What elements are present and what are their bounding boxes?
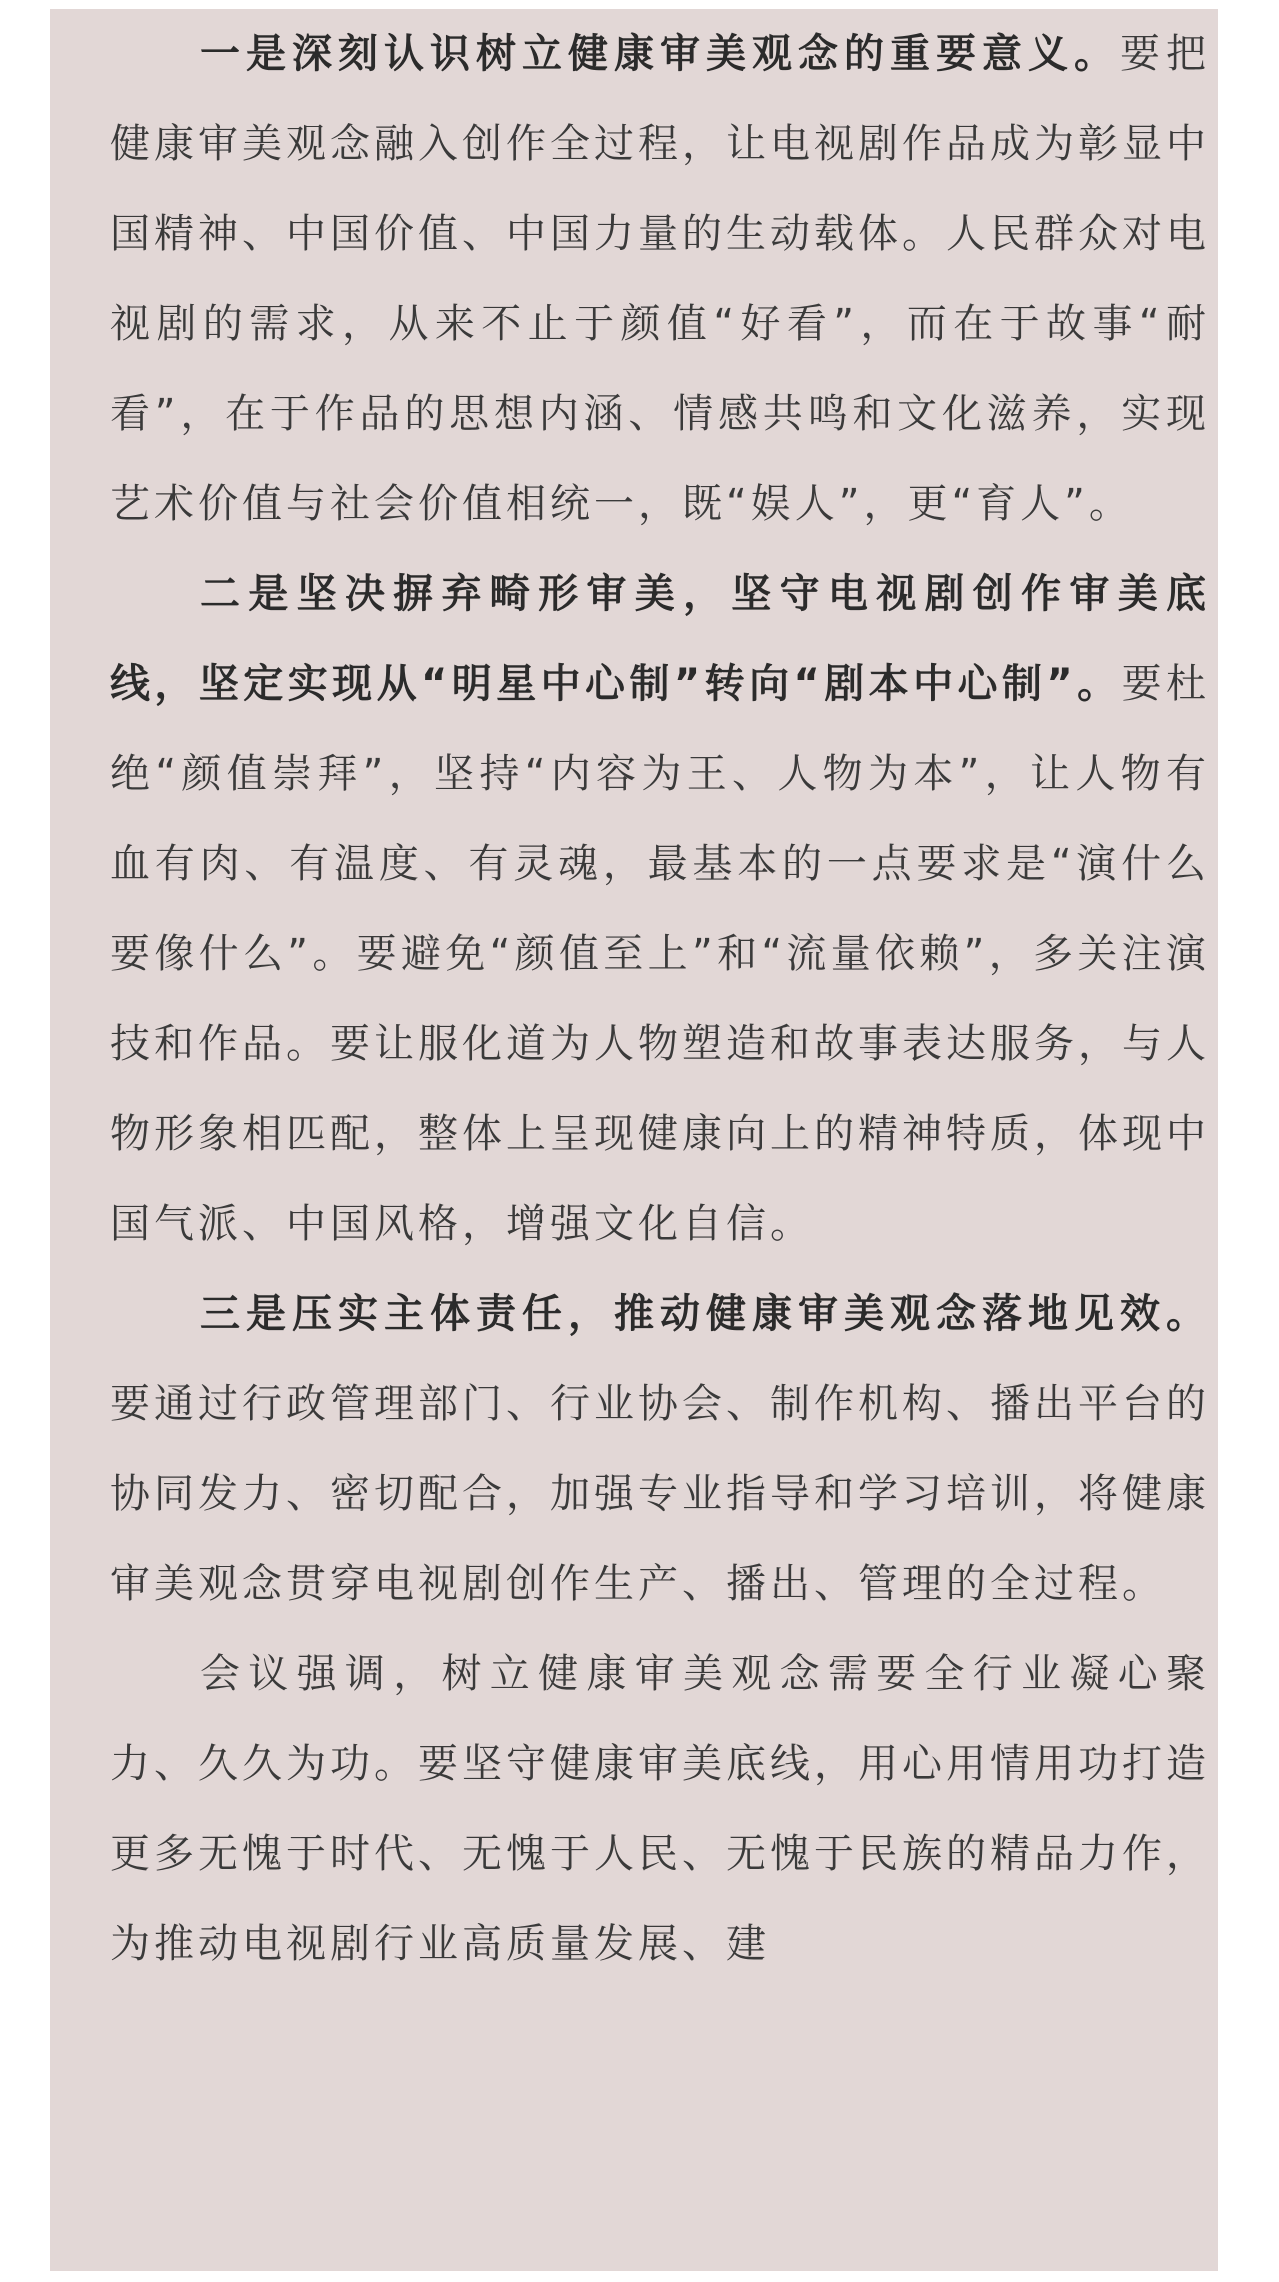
- bottom-strip: [0, 2271, 1279, 2282]
- paragraph-3-lead: 三是压实主体责任，推动健康审美观念落地见效。: [200, 1291, 1210, 1337]
- paragraph-3-text: 要通过行政管理部门、行业协会、制作机构、播出平台的协同发力、密切配合，加强专业指导和学习培训，将健康审美观念贯穿电视剧创作生产、播出、管理的全过程。: [110, 1381, 1210, 1607]
- paragraph-1: [110, 9, 1210, 549]
- paragraph-4-text: 会议强调，树立健康审美观念需要全行业凝心聚力、久久为功。要坚守健康审美底线，用心用情用功打造更多无愧于时代、无愧于人民、无愧于民族的精品力作，为推动电视剧行业高质量发展、建: [110, 1651, 1210, 1967]
- paragraph-2-lead: 二是坚决摒弃畸形审美，坚守电视剧创作审美底线，坚定实现从“明星中心制”转向“剧本中心制”。: [110, 571, 1210, 707]
- paragraph-3: [110, 1269, 1210, 1629]
- paragraph-1-text: 要把健康审美观念融入创作全过程，让电视剧作品成为彰显中国精神、中国价值、中国力量的生动载体。人民群众对电视剧的需求，从来不止于颜值“好看”，而在于故事“耐看”，在于作品的思想内涵、情感共鸣和文化滋养，实现艺术价值与社会价值相统一，既“娱人”，更“育人”。: [110, 31, 1210, 527]
- paragraph-4: [110, 1629, 1210, 1989]
- article-body: [110, 9, 1210, 1989]
- paragraph-2-text: 要杜绝“颜值崇拜”，坚持“内容为王、人物为本”，让人物有血有肉、有温度、有灵魂，最基本的一点要求是“演什么要像什么”。要避免“颜值至上”和“流量依赖”，多关注演技和作品。要让服化道为人物塑造和故事表达服务，与人物形象相匹配，整体上呈现健康向上的精神特质，体现中国气派、中国风格，增强文化自信。: [110, 661, 1211, 1247]
- paragraph-1-lead: 一是深刻认识树立健康审美观念的重要意义。: [200, 31, 1120, 77]
- paragraph-2: [110, 549, 1210, 1269]
- article-panel: [50, 9, 1218, 2271]
